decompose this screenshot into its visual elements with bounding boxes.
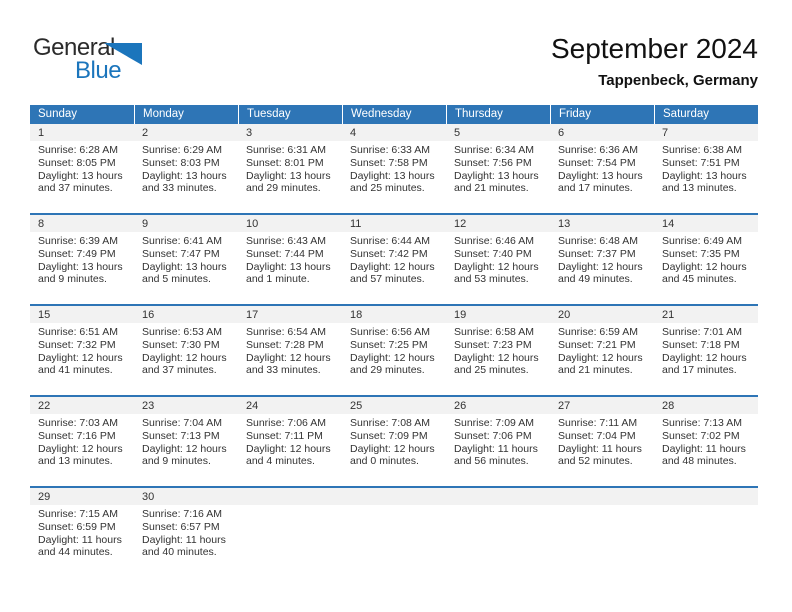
day-number-1: 1 <box>38 127 45 139</box>
day-cell-26 <box>446 414 550 486</box>
sunset-text: Sunset: 7:56 PM <box>454 156 532 169</box>
sunset-text: Sunset: 7:23 PM <box>454 338 532 351</box>
daylight-text-line1: Daylight: 13 hours <box>142 260 227 273</box>
sunrise-text: Sunrise: 7:15 AM <box>38 508 118 520</box>
daylight-text-line2: and 13 minutes. <box>662 182 737 195</box>
week-content-row <box>30 141 758 213</box>
sunrise-text: Sunrise: 6:46 AM <box>454 235 534 247</box>
daylight-text-line1: Daylight: 11 hours <box>558 442 642 455</box>
location-subtitle: Tappenbeck, Germany <box>598 72 758 89</box>
day-number-7: 7 <box>662 127 669 139</box>
week-row <box>30 304 758 395</box>
day-cell-1 <box>30 141 134 213</box>
daylight-text-line2: and 37 minutes. <box>38 182 113 195</box>
weekday-header-saturday: Saturday <box>654 105 758 124</box>
daylight-text-line2: and 29 minutes. <box>350 364 425 377</box>
daylight-text-line1: Daylight: 11 hours <box>38 533 122 546</box>
sunset-text: Sunset: 7:21 PM <box>558 338 636 351</box>
day-cell-12 <box>446 232 550 304</box>
daylight-text-line1: Daylight: 13 hours <box>662 169 747 182</box>
sunset-text: Sunset: 7:42 PM <box>350 247 428 260</box>
day-number-29: 29 <box>38 491 51 503</box>
daylight-text-line1: Daylight: 12 hours <box>246 351 331 364</box>
day-number-19: 19 <box>454 309 467 321</box>
sunrise-text: Sunrise: 6:34 AM <box>454 144 534 156</box>
sunset-text: Sunset: 7:09 PM <box>350 429 428 442</box>
daylight-text-line2: and 9 minutes. <box>38 273 107 286</box>
day-cell-9 <box>134 232 238 304</box>
daylight-text-line2: and 45 minutes. <box>662 273 737 286</box>
week-row <box>30 124 758 213</box>
weekday-header-monday: Monday <box>134 105 238 124</box>
sunrise-text: Sunrise: 6:36 AM <box>558 144 638 156</box>
title-block <box>551 34 758 89</box>
sunrise-text: Sunrise: 7:04 AM <box>142 417 222 429</box>
day-cell-empty <box>238 505 342 577</box>
daylight-text-line1: Daylight: 11 hours <box>662 442 746 455</box>
day-cell-10 <box>238 232 342 304</box>
day-number-26: 26 <box>454 400 467 412</box>
daylight-text-line2: and 9 minutes. <box>142 455 211 468</box>
sunset-text: Sunset: 6:59 PM <box>38 520 116 533</box>
sunrise-text: Sunrise: 6:33 AM <box>350 144 430 156</box>
sunset-text: Sunset: 7:11 PM <box>246 429 323 442</box>
daylight-text-line1: Daylight: 11 hours <box>142 533 226 546</box>
daylight-text-line2: and 33 minutes. <box>142 182 217 195</box>
day-cell-2 <box>134 141 238 213</box>
daylight-text-line1: Daylight: 12 hours <box>350 442 435 455</box>
day-cell-15 <box>30 323 134 395</box>
day-cell-4 <box>342 141 446 213</box>
daylight-text-line1: Daylight: 13 hours <box>454 169 539 182</box>
daylight-text-line2: and 49 minutes. <box>558 273 633 286</box>
day-number-empty <box>654 488 758 505</box>
daylight-text-line2: and 13 minutes. <box>38 455 113 468</box>
sunrise-text: Sunrise: 6:43 AM <box>246 235 326 247</box>
daylight-text-line2: and 21 minutes. <box>558 364 633 377</box>
sunrise-text: Sunrise: 6:59 AM <box>558 326 638 338</box>
sunrise-text: Sunrise: 6:54 AM <box>246 326 326 338</box>
weekday-header-sunday: Sunday <box>30 105 134 124</box>
day-number-30: 30 <box>142 491 155 503</box>
day-number-25: 25 <box>350 400 363 412</box>
day-cell-24 <box>238 414 342 486</box>
week-content-row <box>30 505 758 577</box>
daylight-text-line2: and 41 minutes. <box>38 364 113 377</box>
sunset-text: Sunset: 7:58 PM <box>350 156 428 169</box>
day-number-8: 8 <box>38 218 45 230</box>
logo-general-text: General <box>33 34 115 61</box>
day-cell-21 <box>654 323 758 395</box>
day-number-22: 22 <box>38 400 51 412</box>
sunrise-text: Sunrise: 6:39 AM <box>38 235 118 247</box>
weekday-header-friday: Friday <box>550 105 654 124</box>
sunrise-text: Sunrise: 6:53 AM <box>142 326 222 338</box>
daylight-text-line2: and 52 minutes. <box>558 455 633 468</box>
week-row <box>30 213 758 304</box>
sunrise-text: Sunrise: 6:44 AM <box>350 235 430 247</box>
day-cell-16 <box>134 323 238 395</box>
calendar-grid <box>30 124 758 577</box>
daylight-text-line2: and 33 minutes. <box>246 364 321 377</box>
day-cell-14 <box>654 232 758 304</box>
day-number-14: 14 <box>662 218 675 230</box>
day-number-12: 12 <box>454 218 467 230</box>
sunrise-text: Sunrise: 6:56 AM <box>350 326 430 338</box>
day-cell-empty <box>342 505 446 577</box>
daylight-text-line2: and 40 minutes. <box>142 546 217 559</box>
daylight-text-line2: and 29 minutes. <box>246 182 321 195</box>
sunrise-text: Sunrise: 6:31 AM <box>246 144 326 156</box>
day-number-15: 15 <box>38 309 51 321</box>
sunset-text: Sunset: 7:47 PM <box>142 247 220 260</box>
sunset-text: Sunset: 7:37 PM <box>558 247 636 260</box>
day-number-17: 17 <box>246 309 259 321</box>
daylight-text-line2: and 4 minutes. <box>246 455 315 468</box>
sunset-text: Sunset: 7:44 PM <box>246 247 324 260</box>
sunset-text: Sunset: 6:57 PM <box>142 520 220 533</box>
sunrise-text: Sunrise: 7:13 AM <box>662 417 742 429</box>
day-number-band <box>30 124 758 141</box>
day-number-24: 24 <box>246 400 259 412</box>
sunrise-text: Sunrise: 7:08 AM <box>350 417 430 429</box>
daylight-text-line1: Daylight: 12 hours <box>662 351 747 364</box>
day-cell-empty <box>550 505 654 577</box>
daylight-text-line2: and 5 minutes. <box>142 273 211 286</box>
day-number-5: 5 <box>454 127 461 139</box>
day-number-27: 27 <box>558 400 571 412</box>
daylight-text-line1: Daylight: 12 hours <box>246 442 331 455</box>
sunrise-text: Sunrise: 6:49 AM <box>662 235 742 247</box>
day-number-20: 20 <box>558 309 571 321</box>
sunset-text: Sunset: 7:49 PM <box>38 247 116 260</box>
day-number-18: 18 <box>350 309 363 321</box>
daylight-text-line2: and 56 minutes. <box>454 455 529 468</box>
week-content-row <box>30 323 758 395</box>
daylight-text-line1: Daylight: 12 hours <box>142 351 227 364</box>
day-number-empty <box>550 488 654 505</box>
daylight-text-line2: and 48 minutes. <box>662 455 737 468</box>
daylight-text-line2: and 0 minutes. <box>350 455 419 468</box>
daylight-text-line1: Daylight: 12 hours <box>38 351 123 364</box>
day-cell-19 <box>446 323 550 395</box>
sunset-text: Sunset: 7:35 PM <box>662 247 740 260</box>
weekday-header-thursday: Thursday <box>446 105 550 124</box>
day-number-16: 16 <box>142 309 155 321</box>
sunset-text: Sunset: 7:25 PM <box>350 338 428 351</box>
daylight-text-line1: Daylight: 12 hours <box>454 260 539 273</box>
day-number-band <box>30 215 758 232</box>
day-number-13: 13 <box>558 218 571 230</box>
sunrise-text: Sunrise: 7:16 AM <box>142 508 222 520</box>
day-cell-23 <box>134 414 238 486</box>
daylight-text-line2: and 53 minutes. <box>454 273 529 286</box>
logo-blue-text: Blue <box>75 57 122 84</box>
sunrise-text: Sunrise: 6:51 AM <box>38 326 118 338</box>
daylight-text-line2: and 17 minutes. <box>558 182 633 195</box>
sunset-text: Sunset: 7:30 PM <box>142 338 220 351</box>
day-number-band <box>30 306 758 323</box>
day-cell-empty <box>654 505 758 577</box>
daylight-text-line2: and 21 minutes. <box>454 182 529 195</box>
daylight-text-line1: Daylight: 12 hours <box>662 260 747 273</box>
day-cell-30 <box>134 505 238 577</box>
sunset-text: Sunset: 7:32 PM <box>38 338 116 351</box>
day-number-4: 4 <box>350 127 357 139</box>
daylight-text-line1: Daylight: 13 hours <box>142 169 227 182</box>
daylight-text-line1: Daylight: 11 hours <box>454 442 538 455</box>
day-number-empty <box>238 488 342 505</box>
week-row <box>30 395 758 486</box>
sunset-text: Sunset: 7:02 PM <box>662 429 740 442</box>
week-row <box>30 486 758 577</box>
sunset-text: Sunset: 7:13 PM <box>142 429 220 442</box>
day-number-21: 21 <box>662 309 675 321</box>
sunrise-text: Sunrise: 6:38 AM <box>662 144 742 156</box>
day-number-3: 3 <box>246 127 253 139</box>
month-title: September 2024 <box>550 33 758 64</box>
sunrise-text: Sunrise: 6:41 AM <box>142 235 222 247</box>
daylight-text-line1: Daylight: 12 hours <box>350 260 435 273</box>
daylight-text-line1: Daylight: 13 hours <box>558 169 643 182</box>
sunset-text: Sunset: 8:01 PM <box>246 156 324 169</box>
day-cell-11 <box>342 232 446 304</box>
daylight-text-line1: Daylight: 12 hours <box>558 351 643 364</box>
day-number-11: 11 <box>350 218 362 230</box>
day-cell-7 <box>654 141 758 213</box>
sunrise-text: Sunrise: 6:28 AM <box>38 144 118 156</box>
sunset-text: Sunset: 8:05 PM <box>38 156 116 169</box>
daylight-text-line1: Daylight: 13 hours <box>38 169 123 182</box>
sunset-text: Sunset: 7:54 PM <box>558 156 636 169</box>
sunset-text: Sunset: 7:18 PM <box>662 338 740 351</box>
sunset-text: Sunset: 7:16 PM <box>38 429 116 442</box>
day-number-band <box>30 488 758 505</box>
day-number-9: 9 <box>142 218 149 230</box>
weekday-header-wednesday: Wednesday <box>342 105 446 124</box>
calendar-table <box>30 105 758 577</box>
daylight-text-line1: Daylight: 13 hours <box>246 260 331 273</box>
daylight-text-line1: Daylight: 12 hours <box>142 442 227 455</box>
day-cell-6 <box>550 141 654 213</box>
day-number-10: 10 <box>246 218 259 230</box>
sunrise-text: Sunrise: 7:03 AM <box>38 417 118 429</box>
sunrise-text: Sunrise: 6:29 AM <box>142 144 222 156</box>
daylight-text-line1: Daylight: 12 hours <box>454 351 539 364</box>
generalblue-logo <box>33 36 163 90</box>
sunrise-text: Sunrise: 6:48 AM <box>558 235 638 247</box>
weekday-header-row <box>30 105 758 124</box>
day-number-28: 28 <box>662 400 675 412</box>
day-cell-8 <box>30 232 134 304</box>
daylight-text-line2: and 1 minute. <box>246 273 310 286</box>
day-cell-28 <box>654 414 758 486</box>
daylight-text-line1: Daylight: 12 hours <box>558 260 643 273</box>
day-number-empty <box>446 488 550 505</box>
sunset-text: Sunset: 8:03 PM <box>142 156 220 169</box>
week-content-row <box>30 414 758 486</box>
day-cell-5 <box>446 141 550 213</box>
day-cell-17 <box>238 323 342 395</box>
weekday-header-tuesday: Tuesday <box>238 105 342 124</box>
sunrise-text: Sunrise: 7:01 AM <box>662 326 742 338</box>
daylight-text-line1: Daylight: 12 hours <box>38 442 123 455</box>
sunset-text: Sunset: 7:06 PM <box>454 429 532 442</box>
daylight-text-line1: Daylight: 13 hours <box>350 169 435 182</box>
day-cell-empty <box>446 505 550 577</box>
daylight-text-line2: and 57 minutes. <box>350 273 425 286</box>
sunset-text: Sunset: 7:04 PM <box>558 429 636 442</box>
day-number-6: 6 <box>558 127 565 139</box>
sunset-text: Sunset: 7:40 PM <box>454 247 532 260</box>
day-cell-18 <box>342 323 446 395</box>
day-number-2: 2 <box>142 127 149 139</box>
day-cell-25 <box>342 414 446 486</box>
week-content-row <box>30 232 758 304</box>
day-cell-29 <box>30 505 134 577</box>
daylight-text-line1: Daylight: 13 hours <box>246 169 331 182</box>
daylight-text-line1: Daylight: 13 hours <box>38 260 123 273</box>
day-cell-3 <box>238 141 342 213</box>
daylight-text-line2: and 44 minutes. <box>38 546 113 559</box>
daylight-text-line2: and 25 minutes. <box>454 364 529 377</box>
sunrise-text: Sunrise: 6:58 AM <box>454 326 534 338</box>
sunrise-text: Sunrise: 7:06 AM <box>246 417 326 429</box>
sunset-text: Sunset: 7:51 PM <box>662 156 740 169</box>
daylight-text-line2: and 37 minutes. <box>142 364 217 377</box>
sunset-text: Sunset: 7:28 PM <box>246 338 324 351</box>
sunrise-text: Sunrise: 7:09 AM <box>454 417 534 429</box>
day-cell-20 <box>550 323 654 395</box>
daylight-text-line2: and 17 minutes. <box>662 364 737 377</box>
sunrise-text: Sunrise: 7:11 AM <box>558 417 638 429</box>
daylight-text-line2: and 25 minutes. <box>350 182 425 195</box>
daylight-text-line1: Daylight: 12 hours <box>350 351 435 364</box>
day-cell-22 <box>30 414 134 486</box>
day-number-band <box>30 397 758 414</box>
day-number-23: 23 <box>142 400 155 412</box>
day-number-empty <box>342 488 446 505</box>
day-cell-27 <box>550 414 654 486</box>
day-cell-13 <box>550 232 654 304</box>
